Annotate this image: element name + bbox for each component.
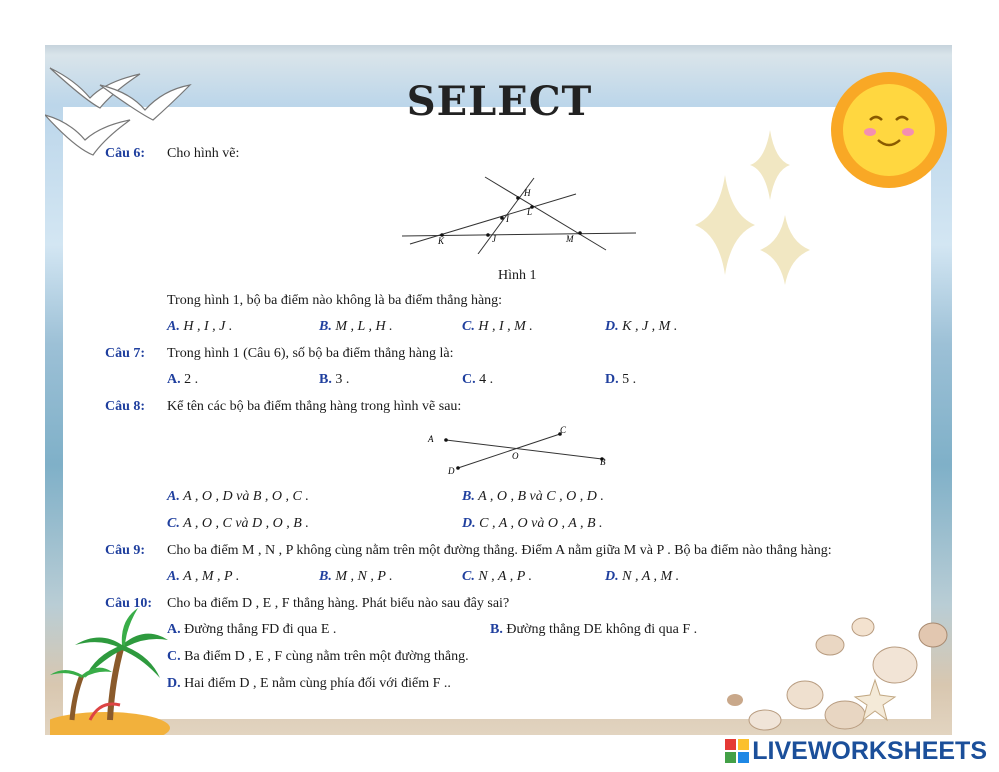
q6-option-d[interactable]: D. K , J , M . [605,319,678,334]
question-6-number: Câu 6: [105,146,146,161]
question-10-text: Cho ba điểm D , E , F thẳng hàng. Phát biểu nào sau đây sai? [167,596,510,611]
question-10-number: Câu 10: [105,596,153,611]
q6-option-b[interactable]: B. M , L , H . [319,319,393,334]
q9-option-d[interactable]: D. N , A , M . [605,569,680,584]
liveworksheets-brand[interactable] [725,738,987,764]
point-label-m: M [566,234,574,244]
figure-1-diagram [400,172,640,254]
q10-option-d[interactable]: D. Hai điểm D , E nằm cùng phía đối với điểm F .. [167,676,451,691]
figure-1-caption: Hình 1 [498,268,537,283]
q6-option-a[interactable]: A. H , I , J . [167,319,233,334]
q7-option-c[interactable]: C. 4 . [462,372,494,387]
point-label-h: H [524,188,531,198]
q8-option-d[interactable]: D. C , A , O và O , A , B . [462,516,603,531]
point-label-l: L [527,207,533,217]
point-label-d: D [448,466,455,476]
point-label-k: K [438,236,445,246]
question-6-text: Cho hình vẽ: [167,146,240,161]
q8-option-b[interactable]: B. A , O , B và C , O , D . [462,489,604,504]
point-label-o: O [512,451,519,461]
brand-text: LIVEWORKSHEETS [752,736,987,765]
q8-option-a[interactable]: A. A , O , D và B , O , C . [167,489,309,504]
question-7-text: Trong hình 1 (Câu 6), số bộ ba điểm thẳng hàng là: [167,346,454,361]
question-6-prompt: Trong hình 1, bộ ba điểm nào không là ba điểm thẳng hàng: [167,293,503,308]
question-7-number: Câu 7: [105,346,146,361]
q9-option-c[interactable]: C. N , A , P . [462,569,533,584]
figure-2-diagram [420,422,620,478]
q10-option-b[interactable]: B. Đường thẳng DE không đi qua F . [490,622,698,637]
point-label-a: A [428,434,434,444]
palm-trees-decoration [50,600,190,735]
q9-option-a[interactable]: A. A , M , P . [167,569,240,584]
seashells-decoration [665,605,952,735]
question-8-number: Câu 8: [105,399,146,414]
q6-option-c[interactable]: C. H , I , M . [462,319,533,334]
question-6 [105,146,145,162]
q7-option-d[interactable]: D. 5 . [605,372,637,387]
point-label-i: I [506,214,509,224]
q10-option-a[interactable]: A. Đường thẳng FD đi qua E . [167,622,337,637]
q10-option-c[interactable]: C. Ba điểm D , E , F cùng nằm trên một đường thẳng. [167,649,469,664]
q7-option-b[interactable]: B. 3 . [319,372,350,387]
question-9-text: Cho ba điểm M , N , P không cùng nằm trên một đường thẳng. Điểm A nằm giữa M và P . Bộ ba điểm nào thẳng hàng: [167,543,832,558]
q9-option-b[interactable]: B. M , N , P . [319,569,393,584]
point-label-j: J [492,234,496,244]
point-label-b: B [600,457,606,467]
question-9-number: Câu 9: [105,543,146,558]
liveworksheets-logo-icon [725,739,749,763]
point-label-c: C [560,425,567,435]
question-8-text: Kể tên các bộ ba điểm thẳng hàng trong hình vẽ sau: [167,399,462,414]
q8-option-c[interactable]: C. A , O , C và D , O , B . [167,516,309,531]
sparkles-decoration [685,130,825,300]
q7-option-a[interactable]: A. 2 . [167,372,199,387]
page-title: SELECT [406,78,593,125]
